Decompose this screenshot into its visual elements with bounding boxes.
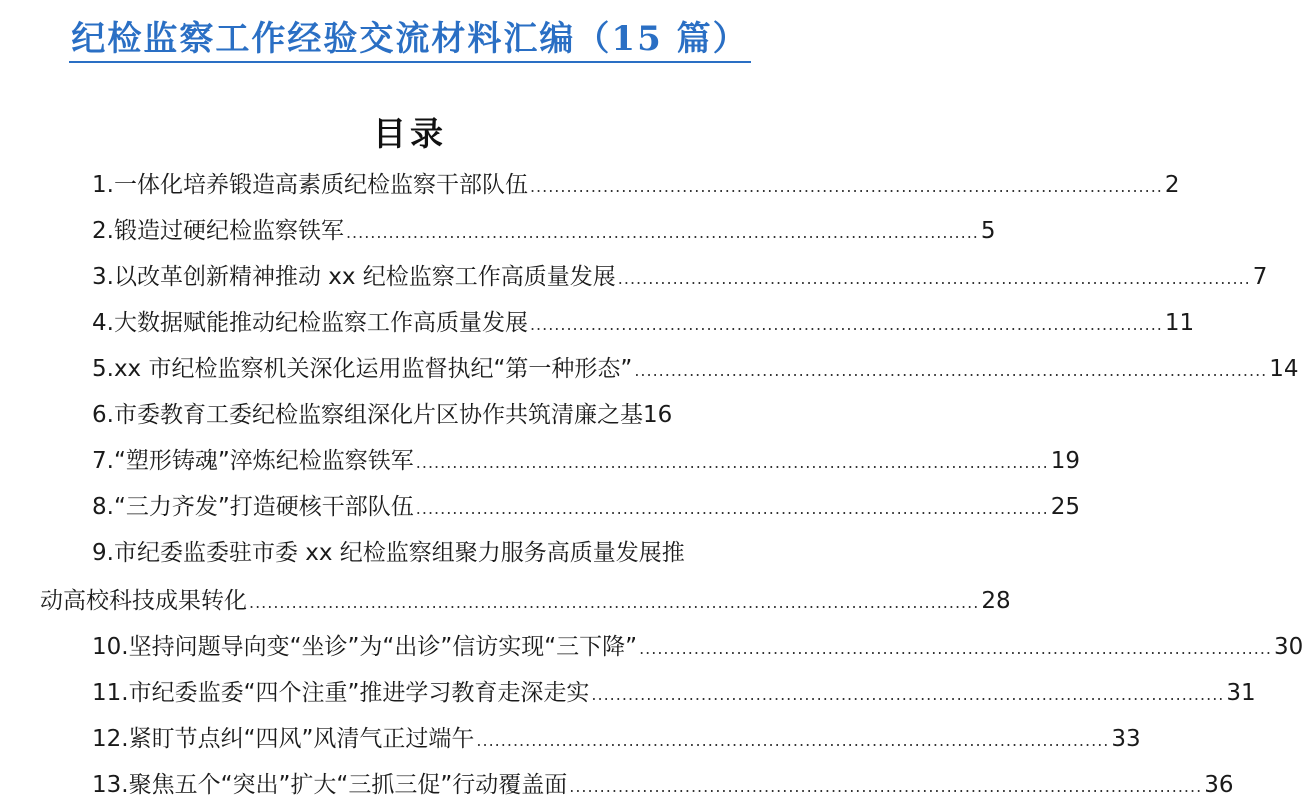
toc-entry-3[interactable]: [92, 262, 1268, 294]
toc-entry-title: 8.“三力齐发”打造硬核干部队伍: [92, 494, 414, 520]
toc-leader-dots: ........................................................................................................: [415, 499, 1049, 518]
toc-entry-page: 33: [1111, 726, 1141, 752]
toc-entry-9[interactable]: [40, 586, 1011, 618]
toc-entry-9-line1[interactable]: 9.市纪委监委驻市委 xx 纪检监察组聚力服务高质量发展推: [92, 540, 685, 566]
toc-entry-1[interactable]: [92, 170, 1180, 202]
toc-entry-5[interactable]: [92, 354, 1299, 386]
toc-entry-page: 25: [1050, 494, 1080, 520]
toc-entry-page: 31: [1226, 680, 1256, 706]
toc-heading: 目录: [373, 114, 447, 153]
toc-leader-dots: ........................................................................................................: [639, 639, 1273, 658]
toc-entry-page: 2: [1164, 172, 1180, 198]
toc-entry-page: 28: [981, 588, 1011, 614]
toc-entry-title: 动高校科技成果转化: [40, 588, 247, 614]
toc-entry-title: 4.大数据赋能推动纪检监察工作高质量发展: [92, 310, 528, 336]
toc-entry-13[interactable]: [92, 770, 1234, 802]
toc-entry-title: 12.紧盯节点纠“四风”风清气正过端午: [92, 726, 475, 752]
toc-leader-dots: ........................................................................................................: [591, 685, 1225, 704]
toc-entry-page: 30: [1274, 634, 1303, 660]
toc-entry-title: 7.“塑形铸魂”淬炼纪检监察铁军: [92, 448, 414, 474]
toc-leader-dots: ........................................................................................................: [569, 777, 1203, 796]
toc-entry-10[interactable]: [92, 632, 1303, 664]
toc-leader-dots: ........................................................................................................: [345, 223, 979, 242]
toc-entry-2[interactable]: [92, 216, 996, 248]
toc-leader-dots: ........................................................................................................: [476, 731, 1110, 750]
toc-entry-page: 19: [1050, 448, 1080, 474]
toc-entry-page: 36: [1204, 772, 1234, 798]
toc-entry-6[interactable]: [92, 400, 752, 430]
toc-entry-title: 1.一体化培养锻造高素质纪检监察干部队伍: [92, 172, 528, 198]
toc-entry-page: 14: [1269, 356, 1299, 382]
toc-entry-title: 11.市纪委监委“四个注重”推进学习教育走深走实: [92, 680, 590, 706]
toc-entry-8[interactable]: [92, 492, 1080, 524]
toc-entry-page: 16: [642, 402, 673, 428]
toc-entry-page: 5: [980, 218, 996, 244]
toc-entry-4[interactable]: [92, 308, 1195, 340]
toc-entry-title: 5.xx 市纪检监察机关深化运用监督执纪“第一种形态”: [92, 356, 633, 382]
toc-leader-dots: ........................................................................................................: [634, 361, 1268, 380]
toc-entry-page: 11: [1164, 310, 1195, 336]
toc-entry-title: 3.以改革创新精神推动 xx 纪检监察工作高质量发展: [92, 264, 616, 290]
toc-entry-title: 13.聚焦五个“突出”扩大“三抓三促”行动覆盖面: [92, 772, 568, 798]
document-title-text[interactable]: 纪检监察工作经验交流材料汇编（15 篇）: [69, 19, 750, 63]
toc-entry-7[interactable]: [92, 446, 1080, 478]
toc-entry-title: 2.锻造过硬纪检监察铁军: [92, 218, 344, 244]
toc-entry-title: 10.坚持问题导向变“坐诊”为“出诊”信访实现“三下降”: [92, 634, 638, 660]
toc-leader-dots: ........................................................................................................................: [249, 593, 980, 612]
toc-entry-title: 6.市委教育工委纪检监察组深化片区协作共筑清廉之基: [92, 402, 643, 428]
document-title: [0, 14, 820, 64]
toc-leader-dots: ........................................................................................................: [617, 269, 1251, 288]
toc-entry-11[interactable]: [92, 678, 1256, 710]
toc-leader-dots: ........................................................................................................: [415, 453, 1049, 472]
toc-leader-dots: ........................................................................................................: [529, 177, 1163, 196]
toc-entry-page: 7: [1252, 264, 1268, 290]
toc-leader-dots: ........................................................................................................: [529, 315, 1163, 334]
toc-entry-12[interactable]: [92, 724, 1141, 756]
